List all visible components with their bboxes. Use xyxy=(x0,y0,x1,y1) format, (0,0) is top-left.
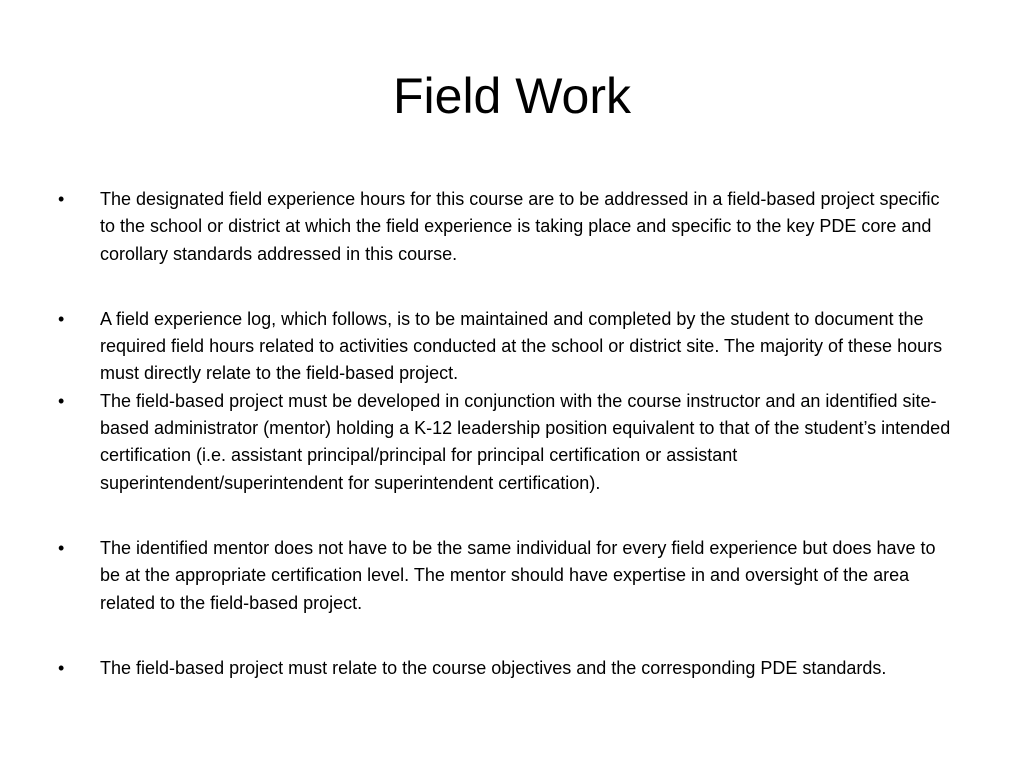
bullet-icon: • xyxy=(58,537,65,558)
bullet-icon: • xyxy=(58,390,65,411)
bullet-list xyxy=(58,186,958,682)
slide-title: Field Work xyxy=(392,68,631,124)
bullet-text: The identified mentor does not have to be the same individual for every field experience but does have to be at the appropriate certification level. The mentor should have expertise in and oversight of the area related to the field-based project. xyxy=(100,537,936,613)
bullet-item xyxy=(58,535,958,617)
bullet-text: The designated field experience hours for this course are to be addressed in a field-based project specific to the school or district at which the field experience is taking place and specific to the key PDE core and corollary standards addressed in this course. xyxy=(100,189,940,264)
bullet-text: A field experience log, which follows, is to be maintained and completed by the student to document the required field hours related to activities conducted at the school or district site. The majority of these hours must directly relate to the field-based project. xyxy=(100,308,943,384)
bullet-icon: • xyxy=(58,657,65,678)
bullet-text: The field-based project must relate to the course objectives and the corresponding PDE standards. xyxy=(100,657,887,678)
bullet-icon: • xyxy=(58,189,65,209)
bullet-item xyxy=(58,388,958,497)
bullet-item xyxy=(58,186,958,268)
bullet-icon: • xyxy=(58,308,65,329)
bullet-text: The field-based project must be developed in conjunction with the course instructor and an identified site-based administrator (mentor) holding a K-12 leadership position equivalent to that of the student’s intended certification (i.e. assistant principal/principal for principal certification or assistant superintendent/superintendent for superintendent certification). xyxy=(100,390,951,493)
bullet-item xyxy=(58,306,958,388)
bullet-item xyxy=(58,655,958,682)
